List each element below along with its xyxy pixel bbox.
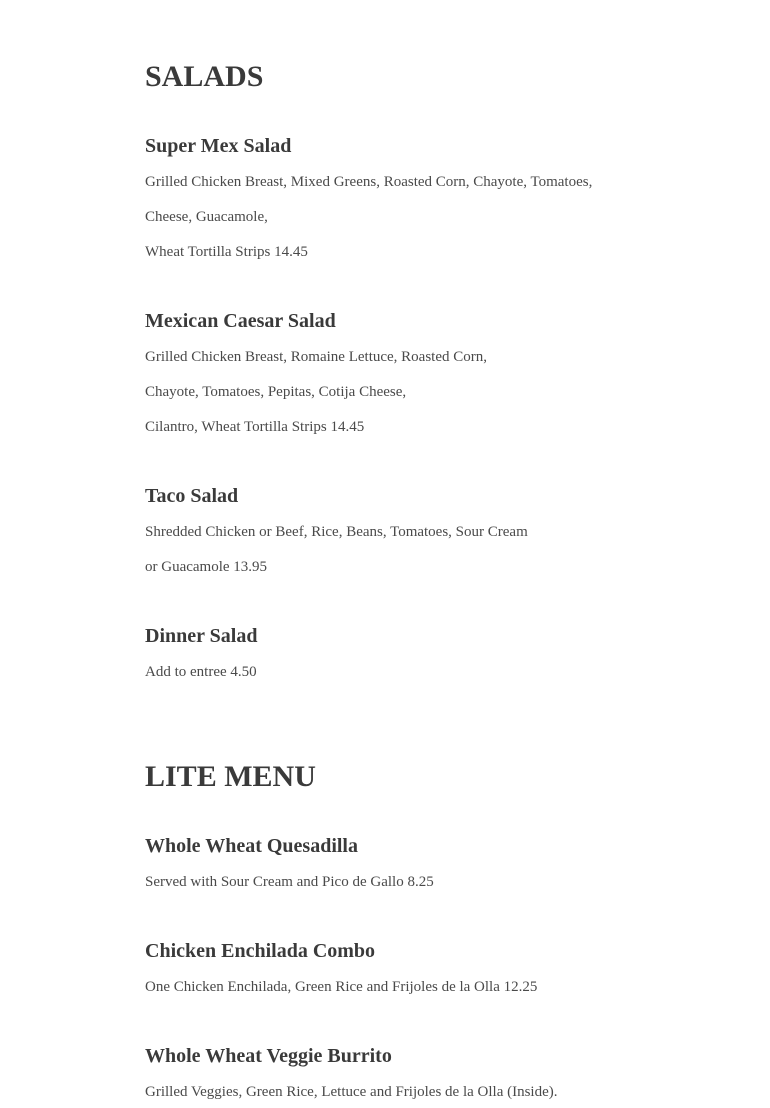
item-name-mexican-caesar-salad: Mexican Caesar Salad: [145, 310, 336, 332]
item-name-whole-wheat-veggie-burrito: Whole Wheat Veggie Burrito: [145, 1045, 392, 1067]
section-title-lite-menu: LITE MENU: [145, 760, 316, 793]
item-name-taco-salad: Taco Salad: [145, 485, 239, 507]
item-description-line: Grilled Veggies, Green Rice, Lettuce and Frijoles de la Olla (Inside).: [145, 1084, 558, 1100]
item-description-line: or Guacamole 13.95: [145, 559, 268, 575]
item-name-chicken-enchilada-combo: Chicken Enchilada Combo: [145, 940, 376, 962]
item-name-whole-wheat-quesadilla: Whole Wheat Quesadilla: [145, 835, 358, 857]
item-name-dinner-salad: Dinner Salad: [145, 625, 258, 647]
section-title-salads: SALADS: [145, 60, 264, 93]
item-description-line: One Chicken Enchilada, Green Rice and Frijoles de la Olla 12.25: [145, 979, 538, 995]
item-description-line: Grilled Chicken Breast, Mixed Greens, Roasted Corn, Chayote, Tomatoes,: [145, 174, 593, 190]
item-description-line: Shredded Chicken or Beef, Rice, Beans, Tomatoes, Sour Cream: [145, 524, 528, 540]
item-description-line: Add to entree 4.50: [145, 664, 257, 680]
item-description-line: Grilled Chicken Breast, Romaine Lettuce, Roasted Corn,: [145, 349, 487, 365]
item-description-line: Wheat Tortilla Strips 14.45: [145, 244, 308, 260]
item-description-line: Served with Sour Cream and Pico de Gallo 8.25: [145, 874, 434, 890]
item-description-line: Chayote, Tomatoes, Pepitas, Cotija Cheese,: [145, 384, 407, 400]
item-name-super-mex-salad: Super Mex Salad: [145, 135, 292, 157]
item-description-line: Cilantro, Wheat Tortilla Strips 14.45: [145, 419, 365, 435]
item-description-line: Cheese, Guacamole,: [145, 209, 268, 225]
